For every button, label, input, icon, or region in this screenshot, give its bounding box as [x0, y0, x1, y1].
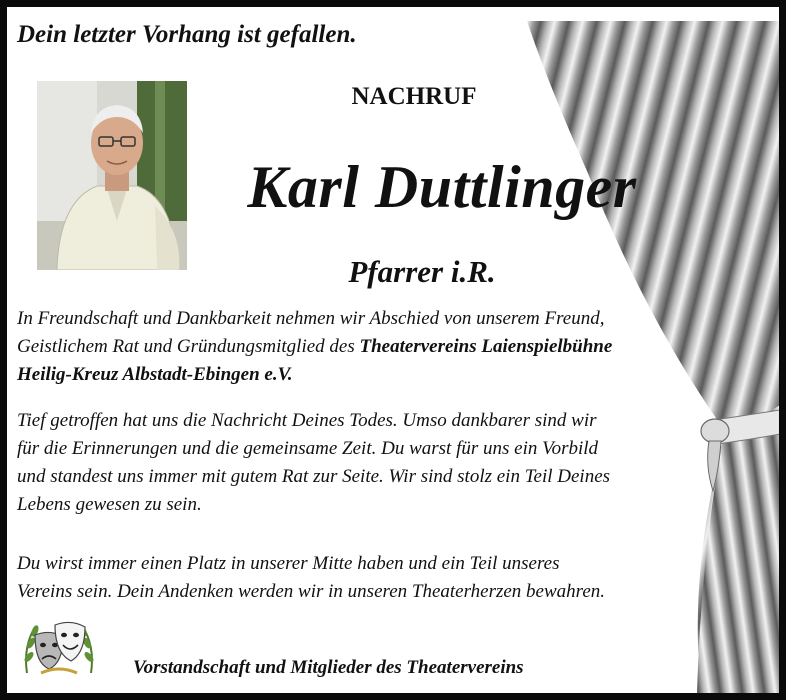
text-line: Lebens gewesen zu sein. [17, 494, 202, 515]
paragraph-farewell [17, 305, 769, 389]
text-line: Vereins sein. Dein Andenken werden wir in unseren Theaterherzen bewahren. [17, 581, 606, 602]
club-name: Theatervereins Laienspielbühne [359, 336, 613, 357]
text-line [17, 361, 769, 389]
obituary-label: NACHRUF [351, 83, 477, 110]
text-line: In Freundschaft und Dankbarkeit nehmen wir Abschied von unserem Freund, [17, 308, 605, 329]
text-line: Tief getroffen hat uns die Nachricht Deines Todes. Umso dankbarer sind wir [17, 410, 597, 431]
text-line: Geistlichem Rat und Gründungsmitglied des Theatervereins Laienspielbühne [17, 336, 613, 357]
club-name-cont: Heilig-Kreuz Albstadt-Ebingen e.V. [17, 364, 293, 385]
text-line: für die Erinnerungen und die gemeinsame Zeit. Du warst für uns ein Vorbild [17, 438, 599, 459]
paragraph-memory [17, 550, 769, 606]
text-line: Du wirst immer einen Platz in unserer Mitte haben und ein Teil unseres [17, 553, 560, 574]
portrait-photo [37, 81, 187, 270]
text-line: und standest uns immer mit gutem Rat zur Seite. Wir sind stolz ein Teil Deines [17, 466, 611, 487]
deceased-title: Pfarrer i.R. [348, 254, 496, 289]
deceased-name: Karl Duttlinger [247, 154, 637, 220]
signature-footer: Vorstandschaft und Mitglieder des Theatervereins [133, 657, 524, 678]
headline: Dein letzter Vorhang ist gefallen. [17, 21, 357, 48]
theater-masks-icon [21, 613, 97, 681]
paragraph-gratitude [17, 407, 769, 519]
